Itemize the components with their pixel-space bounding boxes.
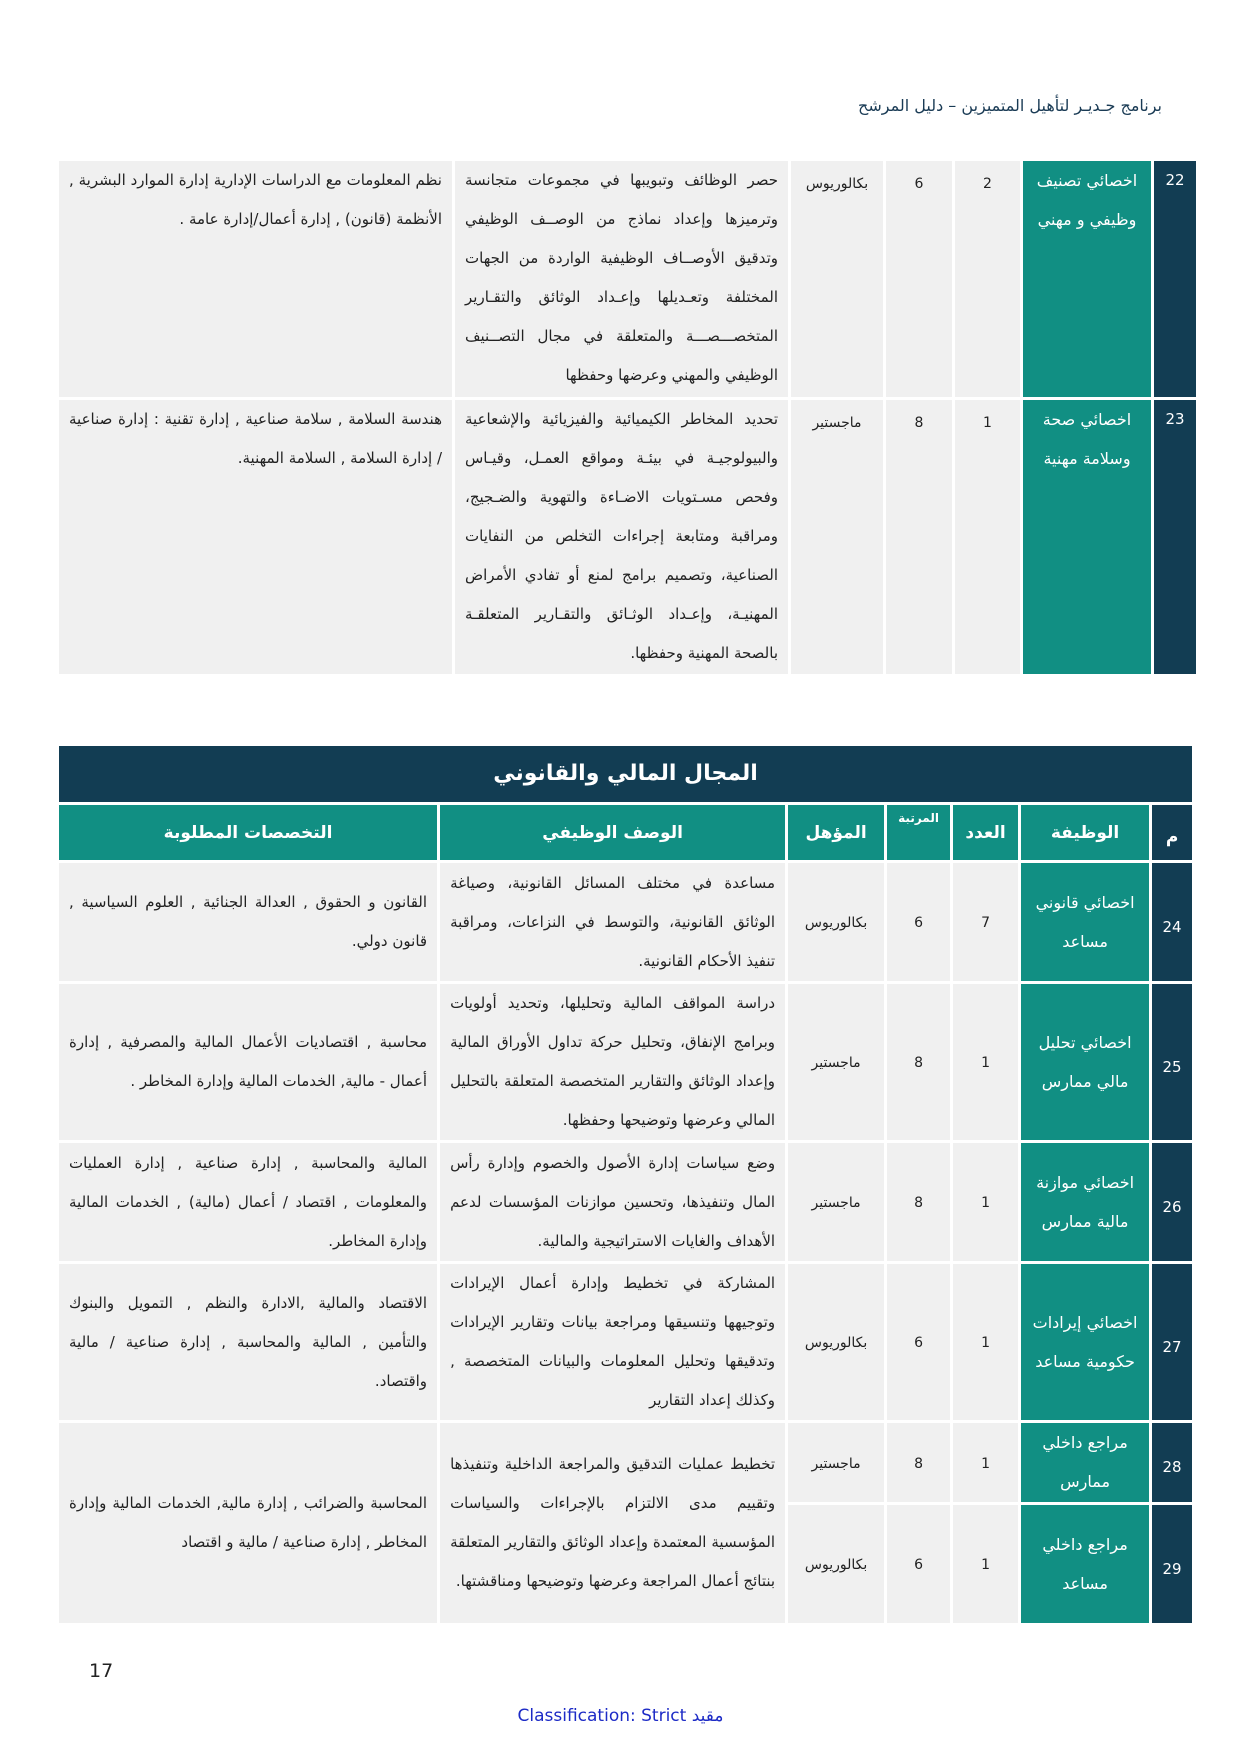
job-count: 1 — [953, 1264, 1018, 1420]
table-row — [59, 1143, 1192, 1261]
job-count: 1 — [955, 400, 1020, 674]
job-count: 7 — [953, 863, 1018, 981]
job-rank: 8 — [887, 1423, 950, 1502]
header-qualification: المؤهل — [788, 805, 884, 860]
job-qualification: بكالوريوس — [788, 1505, 884, 1623]
job-count: 1 — [953, 1505, 1018, 1623]
job-qualification: بكالوريوس — [788, 1264, 884, 1420]
job-rank: 6 — [887, 1505, 950, 1623]
job-qualification: ماجستير — [788, 984, 884, 1140]
header-specializations: التخصصات المطلوبة — [59, 805, 437, 860]
job-rank: 8 — [887, 1143, 950, 1261]
row-number: 29 — [1152, 1505, 1192, 1623]
job-qualification: ماجستير — [788, 1143, 884, 1261]
job-description: تخطيط عمليات التدقيق والمراجعة الداخلية وتنفيذها وتقييم مدى الالتزام بالإجراءات والسياسات المؤسسية المعتمدة وإعداد الوثائق والتقارير المتعلقة بنتائج أعمال المراجعة وعرضها وتوضيحها ومناقشتها. — [440, 1423, 785, 1623]
job-specializations: القانون و الحقوق , العدالة الجنائية , العلوم السياسية , قانون دولي. — [59, 863, 437, 981]
job-rank: 8 — [886, 400, 952, 674]
job-specializations: الاقتصاد والمالية ,الادارة والنظم , التمويل والبنوك والتأمين , المالية والمحاسبة , إدارة صناعية / مالية واقتصاد. — [59, 1264, 437, 1420]
job-description: حصر الوظائف وتبويبها في مجموعات متجانسة وترميزها وإعداد نماذج من الوصــف الوظيفي وتدقيق الأوصــاف الوظيفية الواردة من الجهات المختلفة وتعـديلها وإعـداد الوثائق والتقـارير المتخصـــصـــة والمتعلقة في مجال التصــنيف الوظيفي والمهني وعرضها وحفظها — [455, 161, 788, 397]
job-specializations: محاسبة , اقتصاديات الأعمال المالية والمصرفية , إدارة أعمال - مالية, الخدمات المالية وإدارة المخاطر . — [59, 984, 437, 1140]
row-number: 28 — [1152, 1423, 1192, 1502]
job-rank: 6 — [886, 161, 952, 397]
domain-title: المجال المالي والقانوني — [59, 746, 1192, 802]
job-title: اخصائي تصنيف وظيفي و مهني — [1023, 161, 1151, 397]
table-row — [59, 984, 1192, 1140]
job-description: دراسة المواقف المالية وتحليلها، وتحديد أولويات وبرامج الإنفاق، وتحليل حركة تداول الأوراق المالية وإعداد الوثائق والتقارير المتخصصة المتعلقة بالتحليل المالي وعرضها وتوضيحها وحفظها. — [440, 984, 785, 1140]
job-qualification: بكالوريوس — [791, 161, 883, 397]
classification-label: Classification: Strict مقيد — [517, 1706, 724, 1726]
row-number: 22 — [1154, 161, 1196, 397]
job-title: اخصائي تحليل مالي ممارس — [1021, 984, 1149, 1140]
row-number: 23 — [1154, 400, 1196, 674]
row-number: 26 — [1152, 1143, 1192, 1261]
job-description: مساعدة في مختلف المسائل القانونية، وصياغة الوثائق القانونية، والتوسط في النزاعات، ومراقبة تنفيذ الأحكام القانونية. — [440, 863, 785, 981]
job-description: وضع سياسات إدارة الأصول والخصوم وإدارة رأس المال وتنفيذها، وتحسين موازنات المؤسسات لدعم الأهداف والغايات الاستراتيجية والمالية. — [440, 1143, 785, 1261]
table-row — [59, 863, 1192, 981]
header-description: الوصف الوظيفي — [440, 805, 785, 860]
row-number: 24 — [1152, 863, 1192, 981]
job-count: 1 — [953, 1423, 1018, 1502]
table-row — [59, 400, 1196, 674]
job-title: مراجع داخلي ممارس — [1021, 1423, 1149, 1502]
job-rank: 8 — [887, 984, 950, 1140]
job-specializations: المالية والمحاسبة , إدارة صناعية , إدارة العمليات والمعلومات , اقتصاد / أعمال (مالية) , الخدمات المالية وإدارة المخاطر. — [59, 1143, 437, 1261]
table-header-row — [59, 805, 1192, 860]
job-specializations: المحاسبة والضرائب , إدارة مالية, الخدمات المالية وإدارة المخاطر , إدارة صناعية / مالية و اقتصاد — [59, 1423, 437, 1623]
row-number: 25 — [1152, 984, 1192, 1140]
header-job: الوظيفة — [1021, 805, 1149, 860]
job-title: اخصائي موازنة مالية ممارس — [1021, 1143, 1149, 1261]
job-description: المشاركة في تخطيط وإدارة أعمال الإيرادات وتوجيهها وتنسيقها ومراجعة بيانات وتقارير الإيرادات وتدقيقها وتحليل المعلومات والبيانات المتخصصة , وكذلك إعداد التقارير — [440, 1264, 785, 1420]
jobs-table-continued — [56, 158, 1199, 677]
job-rank: 6 — [887, 1264, 950, 1420]
job-specializations: نظم المعلومات مع الدراسات الإدارية إدارة الموارد البشرية , الأنظمة (قانون) , إدارة أعمال/إدارة عامة . — [59, 161, 452, 397]
page-number: 17 — [89, 1660, 114, 1682]
financial-legal-jobs-table — [56, 743, 1195, 1626]
table-row — [59, 161, 1196, 397]
header-num: م — [1152, 805, 1192, 860]
table-row — [59, 1264, 1192, 1420]
table-row — [59, 1423, 1192, 1502]
job-title: اخصائي إيرادات حكومية مساعد — [1021, 1264, 1149, 1420]
job-title: اخصائي قانوني مساعد — [1021, 863, 1149, 981]
job-qualification: ماجستير — [791, 400, 883, 674]
job-qualification: بكالوريوس — [788, 863, 884, 981]
job-count: 1 — [953, 1143, 1018, 1261]
job-title: اخصائي صحة وسلامة مهنية — [1023, 400, 1151, 674]
header-rank: المرتبة — [887, 805, 950, 860]
row-number: 27 — [1152, 1264, 1192, 1420]
document-header: برنامج جـديـر لتأهيل المتميزين – دليل المرشح — [858, 96, 1162, 115]
job-title: مراجع داخلي مساعد — [1021, 1505, 1149, 1623]
header-count: العدد — [953, 805, 1018, 860]
job-count: 2 — [955, 161, 1020, 397]
job-qualification: ماجستير — [788, 1423, 884, 1502]
job-specializations: هندسة السلامة , سلامة صناعية , إدارة تقنية : إدارة صناعية / إدارة السلامة , السلامة المهنية. — [59, 400, 452, 674]
job-rank: 6 — [887, 863, 950, 981]
job-count: 1 — [953, 984, 1018, 1140]
job-description: تحديد المخاطر الكيميائية والفيزيائية والإشعاعية والبيولوجيـة في بيئـة ومواقع العمـل، وقيـاس وفحص مسـتويات الاضـاءة والتهوية والضـجيج، ومراقبة ومتابعة إجراءات التخلص من النفايات الصناعية، وتصميم برامج لمنع أو تفادي الأمراض المهنيـة، وإعـداد الوثـائق والتقـارير المتعلقـة بالصحة المهنية وحفظها. — [455, 400, 788, 674]
